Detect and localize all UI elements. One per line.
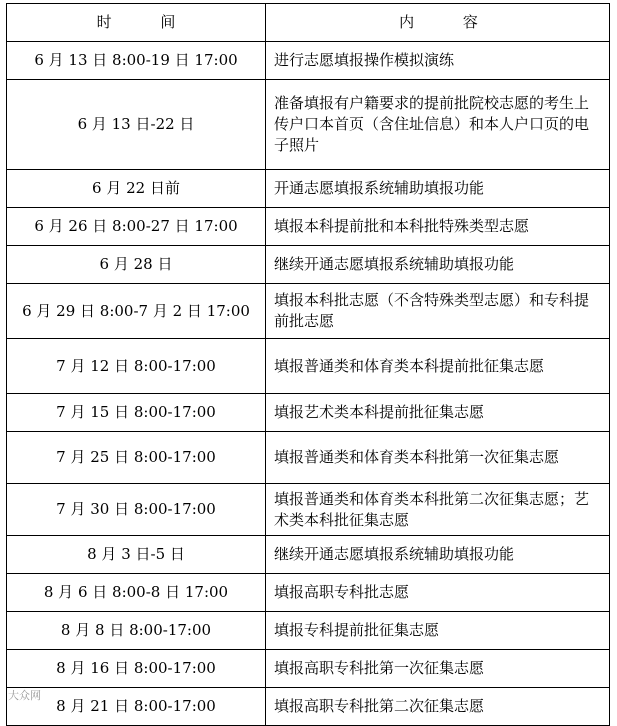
table-row bbox=[7, 284, 610, 339]
schedule-table bbox=[6, 3, 610, 726]
table-row bbox=[7, 484, 610, 536]
row-content: 填报高职专科批第一次征集志愿 bbox=[266, 650, 610, 688]
row-content: 填报普通类和体育类本科提前批征集志愿 bbox=[266, 339, 610, 394]
row-content: 继续开通志愿填报系统辅助填报功能 bbox=[266, 536, 610, 574]
row-time: 6 月 22 日前 bbox=[7, 170, 266, 208]
row-content: 填报专科提前批征集志愿 bbox=[266, 612, 610, 650]
row-content: 填报高职专科批第二次征集志愿 bbox=[266, 688, 610, 726]
header-time: 时 间 bbox=[7, 4, 266, 42]
row-content: 填报普通类和体育类本科批第一次征集志愿 bbox=[266, 432, 610, 484]
row-time: 6 月 26 日 8:00-27 日 17:00 bbox=[7, 208, 266, 246]
row-time: 7 月 30 日 8:00-17:00 bbox=[7, 484, 266, 536]
row-time: 8 月 21 日 8:00-17:00 bbox=[7, 688, 266, 726]
table-row bbox=[7, 650, 610, 688]
table-row bbox=[7, 80, 610, 170]
table-row bbox=[7, 42, 610, 80]
row-time: 7 月 25 日 8:00-17:00 bbox=[7, 432, 266, 484]
row-time: 7 月 12 日 8:00-17:00 bbox=[7, 339, 266, 394]
row-content: 填报本科提前批和本科批特殊类型志愿 bbox=[266, 208, 610, 246]
row-content: 准备填报有户籍要求的提前批院校志愿的考生上传户口本首页（含住址信息）和本人户口页的电子照片 bbox=[266, 80, 610, 170]
row-time: 8 月 3 日-5 日 bbox=[7, 536, 266, 574]
table-row bbox=[7, 574, 610, 612]
table-row bbox=[7, 339, 610, 394]
row-content: 继续开通志愿填报系统辅助填报功能 bbox=[266, 246, 610, 284]
table-row bbox=[7, 536, 610, 574]
row-time: 6 月 28 日 bbox=[7, 246, 266, 284]
table-row bbox=[7, 432, 610, 484]
row-time: 7 月 15 日 8:00-17:00 bbox=[7, 394, 266, 432]
header-content: 内 容 bbox=[266, 4, 610, 42]
watermark: 大众网 bbox=[8, 689, 41, 702]
table-header-row bbox=[7, 4, 610, 42]
row-time: 8 月 8 日 8:00-17:00 bbox=[7, 612, 266, 650]
row-content: 填报高职专科批志愿 bbox=[266, 574, 610, 612]
table-row bbox=[7, 394, 610, 432]
row-content: 填报艺术类本科提前批征集志愿 bbox=[266, 394, 610, 432]
row-time: 6 月 29 日 8:00-7 月 2 日 17:00 bbox=[7, 284, 266, 339]
row-time: 6 月 13 日-22 日 bbox=[7, 80, 266, 170]
row-content: 开通志愿填报系统辅助填报功能 bbox=[266, 170, 610, 208]
row-content: 填报本科批志愿（不含特殊类型志愿）和专科提前批志愿 bbox=[266, 284, 610, 339]
table-row bbox=[7, 170, 610, 208]
row-content: 进行志愿填报操作模拟演练 bbox=[266, 42, 610, 80]
table-row bbox=[7, 208, 610, 246]
table-row bbox=[7, 612, 610, 650]
row-time: 8 月 6 日 8:00-8 日 17:00 bbox=[7, 574, 266, 612]
row-time: 6 月 13 日 8:00-19 日 17:00 bbox=[7, 42, 266, 80]
table-row bbox=[7, 246, 610, 284]
row-content: 填报普通类和体育类本科批第二次征集志愿；艺术类本科批征集志愿 bbox=[266, 484, 610, 536]
row-time: 8 月 16 日 8:00-17:00 bbox=[7, 650, 266, 688]
table-row bbox=[7, 688, 610, 726]
